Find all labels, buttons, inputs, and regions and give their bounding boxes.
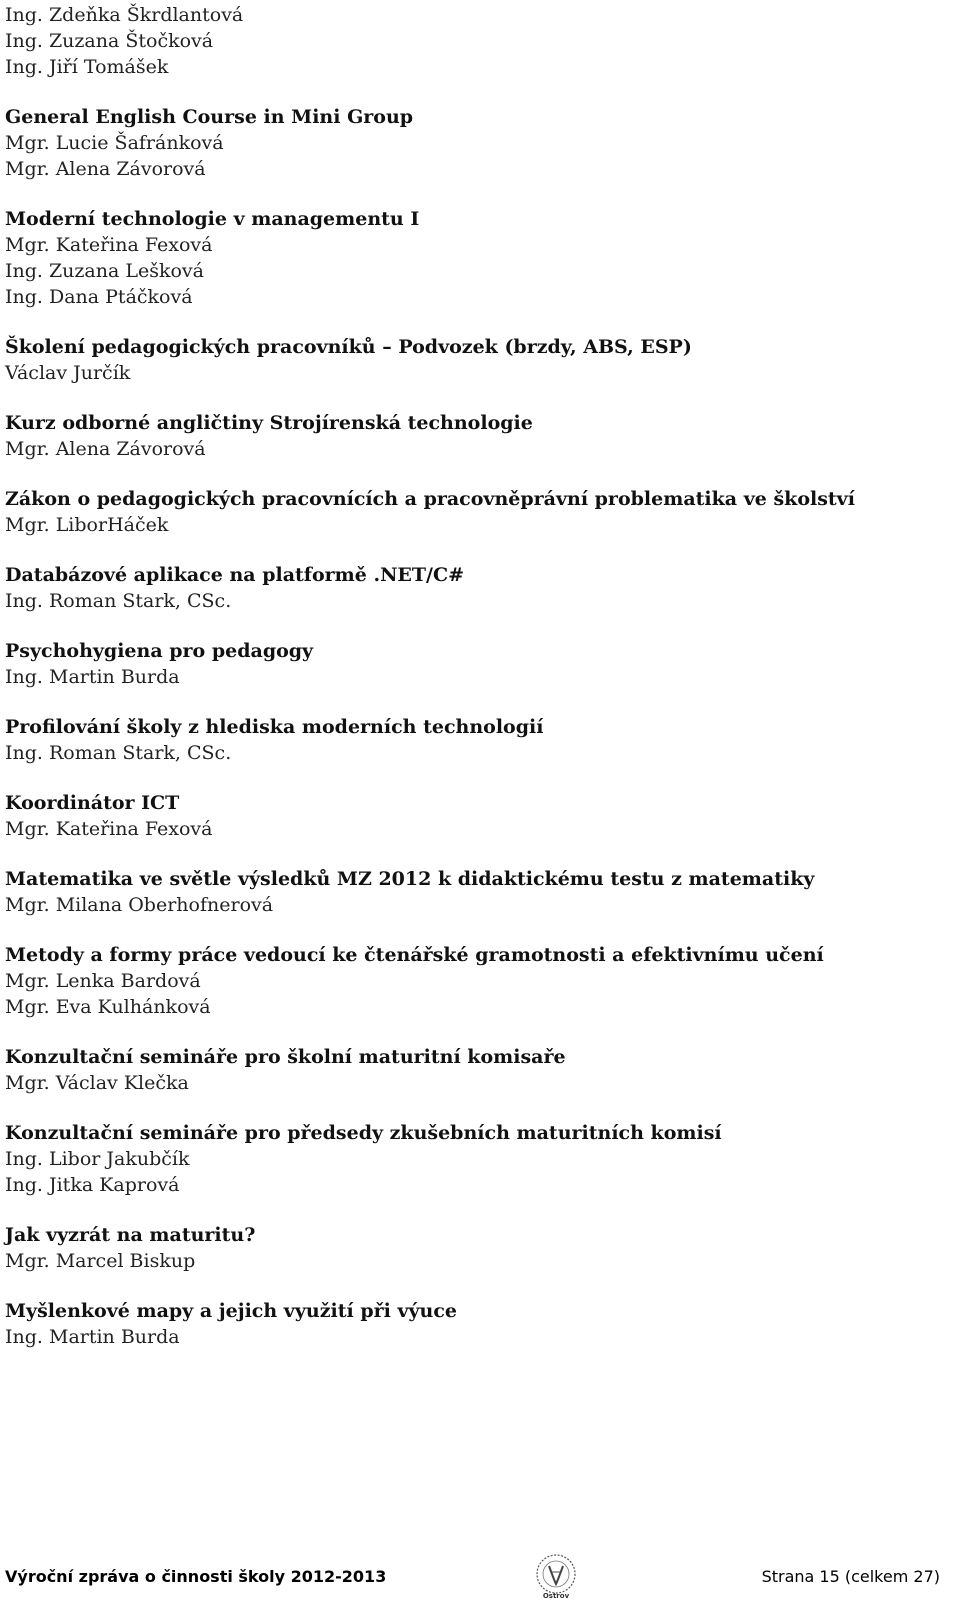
course-title: Školení pedagogických pracovníků – Podvozek (brzdy, ABS, ESP) — [5, 336, 692, 358]
participant-name: Ing. Dana Ptáčková — [5, 286, 193, 308]
participant-name: Ing. Jitka Kaprová — [5, 1174, 180, 1196]
participant-name: Mgr. Kateřina Fexová — [5, 234, 213, 256]
participant-name: Ing. Libor Jakubčík — [5, 1148, 190, 1170]
course-title: Profilování školy z hlediska moderních technologií — [5, 716, 544, 738]
course-title: Matematika ve světle výsledků MZ 2012 k didaktickému testu z matematiky — [5, 868, 815, 890]
course-title: Moderní technologie v managementu I — [5, 208, 420, 230]
participant-name: Mgr. LiborHáček — [5, 514, 169, 536]
course-title: Databázové aplikace na platformě .NET/C# — [5, 564, 465, 586]
course-title: Zákon o pedagogických pracovnících a pracovněprávní problematika ve školství — [5, 488, 855, 510]
participant-name: Mgr. Eva Kulhánková — [5, 996, 211, 1018]
participant-name: Ing. Jiří Tomášek — [5, 56, 169, 78]
participant-name: Mgr. Kateřina Fexová — [5, 818, 213, 840]
document-body — [5, 2, 945, 1350]
course-title: Konzultační semináře pro předsedy zkušebních maturitních komisí — [5, 1122, 722, 1144]
course-title: Konzultační semináře pro školní maturitní komisaře — [5, 1046, 566, 1068]
participant-name: Mgr. Alena Závorová — [5, 158, 206, 180]
course-title: General English Course in Mini Group — [5, 106, 414, 128]
course-title: Psychohygiena pro pedagogy — [5, 640, 314, 662]
participant-name: Mgr. Milana Oberhofnerová — [5, 894, 274, 916]
participant-name: Mgr. Marcel Biskup — [5, 1250, 196, 1272]
footer-page-number: Strana 15 (celkem 27) — [761, 1567, 940, 1586]
course-title: Koordinátor ICT — [5, 792, 180, 814]
participant-name: Václav Jurčík — [5, 362, 131, 384]
participant-name: Ing. Martin Burda — [5, 666, 180, 688]
participant-name: Ing. Roman Stark, CSc. — [5, 590, 232, 612]
school-seal-icon — [532, 1552, 580, 1600]
participant-name: Ing. Zuzana Lešková — [5, 260, 204, 282]
course-title: Jak vyzrát na maturitu? — [5, 1224, 256, 1246]
participant-name: Ing. Martin Burda — [5, 1326, 180, 1348]
participant-name: Mgr. Lenka Bardová — [5, 970, 201, 992]
footer-report-title: Výroční zpráva o činnosti školy 2012-2013 — [5, 1567, 387, 1586]
course-title: Kurz odborné angličtiny Strojírenská technologie — [5, 412, 533, 434]
page-footer — [5, 1554, 940, 1600]
course-title: Myšlenkové mapy a jejich využití při výuce — [5, 1300, 457, 1322]
course-title: Metody a formy práce vedoucí ke čtenářské gramotnosti a efektivnímu učení — [5, 944, 824, 966]
participant-name: Mgr. Alena Závorová — [5, 438, 206, 460]
logo-text: Ostrov — [542, 1592, 570, 1600]
participant-name: Mgr. Václav Klečka — [5, 1072, 189, 1094]
participant-name: Mgr. Lucie Šafránková — [5, 132, 224, 154]
participant-name: Ing. Zdeňka Škrdlantová — [5, 4, 244, 26]
participant-name: Ing. Roman Stark, CSc. — [5, 742, 232, 764]
participant-name: Ing. Zuzana Štočková — [5, 30, 214, 52]
